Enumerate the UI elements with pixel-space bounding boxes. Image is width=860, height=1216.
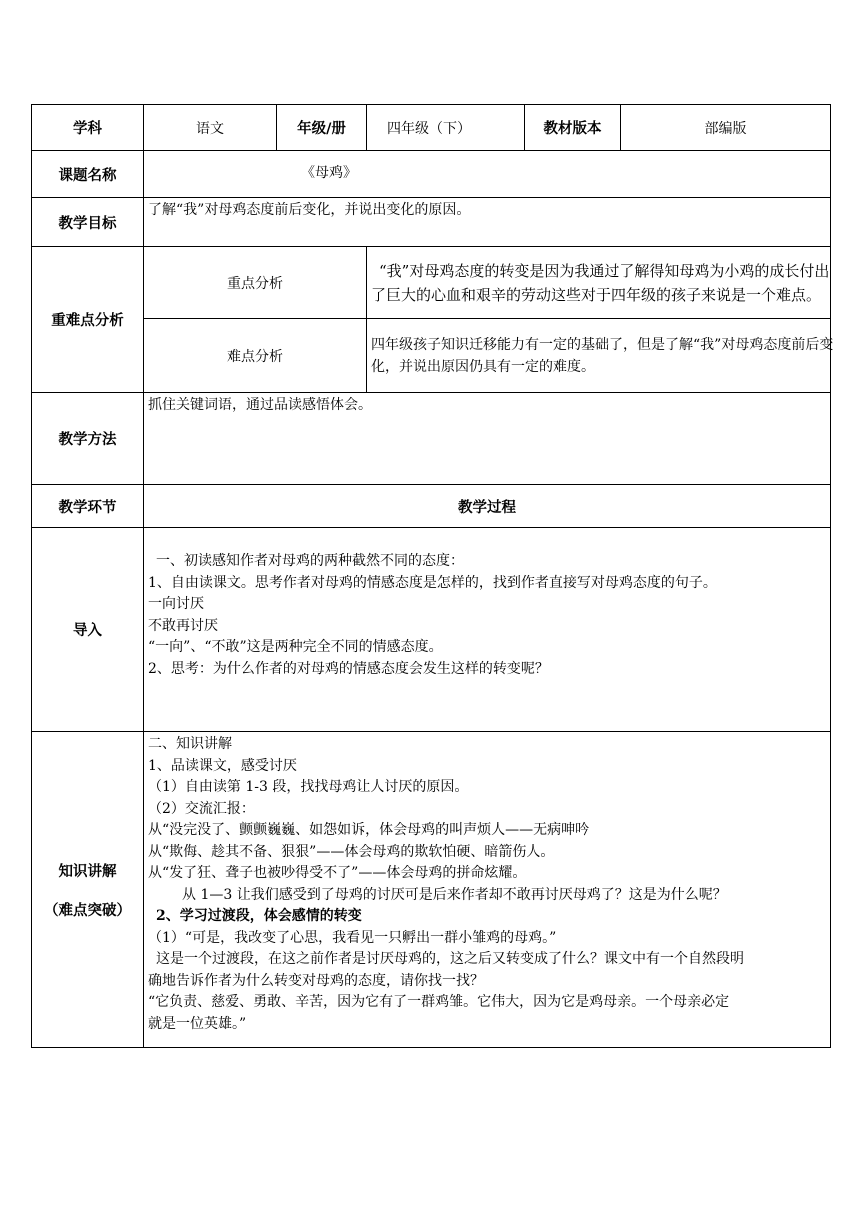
edition-value: 部编版: [621, 105, 831, 151]
lesson-plan-table: [31, 104, 834, 1048]
key-point-row: [32, 247, 831, 319]
process-title: 教学过程: [144, 485, 831, 528]
edition-label: 教材版本: [525, 105, 621, 151]
key-point-label: 重点分析: [144, 247, 367, 319]
difficulty-line: 四年级孩子知识迁移能力有一定的基础了，但是了解“我”对母鸡态度前后变: [371, 336, 834, 353]
knowledge-line: 确地告诉作者为什么转变对母鸡的态度，请你找一找？: [148, 972, 484, 989]
intro-line: 一、初读感知作者对母鸡的两种截然不同的态度：: [156, 553, 464, 569]
objective-text: 了解“我”对母鸡态度前后变化，并说出变化的原因。: [148, 202, 471, 218]
subject-label: 学科: [32, 105, 144, 151]
lesson-row: [32, 151, 831, 198]
analysis-label: 重难点分析: [32, 247, 144, 393]
method-label: 教学方法: [32, 393, 144, 485]
knowledge-line: 从 1—3 让我们感受到了母鸡的讨厌可是后来作者却不敢再讨厌母鸡了？这是为什么呢？: [182, 886, 727, 903]
knowledge-line: 2、学习过渡段，体会感情的转变: [156, 908, 362, 924]
key-point-line: 了巨大的心血和艰辛的劳动这些对于四年级的孩子来说是一个难点。: [371, 285, 822, 304]
intro-label: 导入: [32, 528, 144, 732]
intro-line: 不敢再讨厌: [148, 617, 218, 634]
knowledge-line: （1）“可是，我改变了心思，我看见一只孵出一群小雏鸡的母鸡。”: [148, 929, 557, 946]
method-text: 抓住关键词语，通过品读感悟体会。: [148, 397, 372, 413]
lesson-title: 《母鸡》: [301, 165, 357, 181]
intro-row: [32, 528, 831, 732]
intro-line: 一向讨厌: [148, 596, 204, 612]
method-row: [32, 393, 831, 485]
objective-label: 教学目标: [32, 198, 144, 247]
intro-line: “一向”、“不敢”这是两种完全不同的情感态度。: [148, 639, 443, 655]
knowledge-label: 知识讲解: [58, 863, 117, 880]
intro-line: 2、思考：为什么作者的对母鸡的情感态度会发生这样的转变呢？: [148, 660, 549, 677]
knowledge-line: 1、品读课文，感受讨厌: [148, 757, 297, 774]
knowledge-line: 从“没完没了、颤颤巍巍、如怨如诉，体会母鸡的叫声烦人——无病呻吟: [148, 822, 590, 838]
knowledge-line: 二、知识讲解: [148, 736, 232, 752]
difficulty-label: 难点分析: [144, 319, 367, 393]
process-stage-label: 教学环节: [32, 485, 144, 528]
knowledge-line: 这是一个过渡段，在这之前作者是讨厌母鸡的，这之后又转变成了什么？课文中有一个自然段明: [156, 951, 744, 967]
knowledge-sub-label: （难点突破）: [44, 902, 131, 919]
process-header-row: [32, 485, 831, 528]
subject-value: 语文: [144, 105, 277, 151]
knowledge-line: “它负责、慈爱、勇敢、辛苦，因为它有了一群鸡雏。它伟大，因为它是鸡母亲。一个母亲必定: [148, 994, 730, 1010]
lesson-label: 课题名称: [32, 151, 144, 198]
knowledge-line: （2）交流汇报：: [148, 800, 255, 817]
difficulty-line: 化，并说出原因仍具有一定的难度。: [371, 358, 595, 375]
knowledge-line: 就是一位英雄。”: [148, 1015, 247, 1032]
knowledge-line: 从“欺侮、趁其不备、狠狠”——体会母鸡的欺软怕硬、暗箭伤人。: [148, 843, 555, 860]
intro-line: 1、自由读课文。思考作者对母鸡的情感态度是怎样的，找到作者直接写对母鸡态度的句子。: [148, 574, 717, 591]
knowledge-row: [32, 732, 831, 1048]
grade-value: 四年级（下）: [367, 105, 525, 151]
knowledge-line: 从“发了狂、聋子也被吵得受不了”——体会母鸡的拼命炫耀。: [148, 865, 527, 881]
objective-row: [32, 198, 831, 247]
info-row: [32, 105, 831, 151]
knowledge-line: （1）自由读第 1-3 段，找找母鸡让人讨厌的原因。: [148, 779, 469, 795]
difficulty-row: [32, 319, 831, 393]
grade-label: 年级/册: [277, 105, 367, 151]
key-point-line: “我”对母鸡态度的转变是因为我通过了解得知母鸡为小鸡的成长付出: [379, 261, 830, 280]
